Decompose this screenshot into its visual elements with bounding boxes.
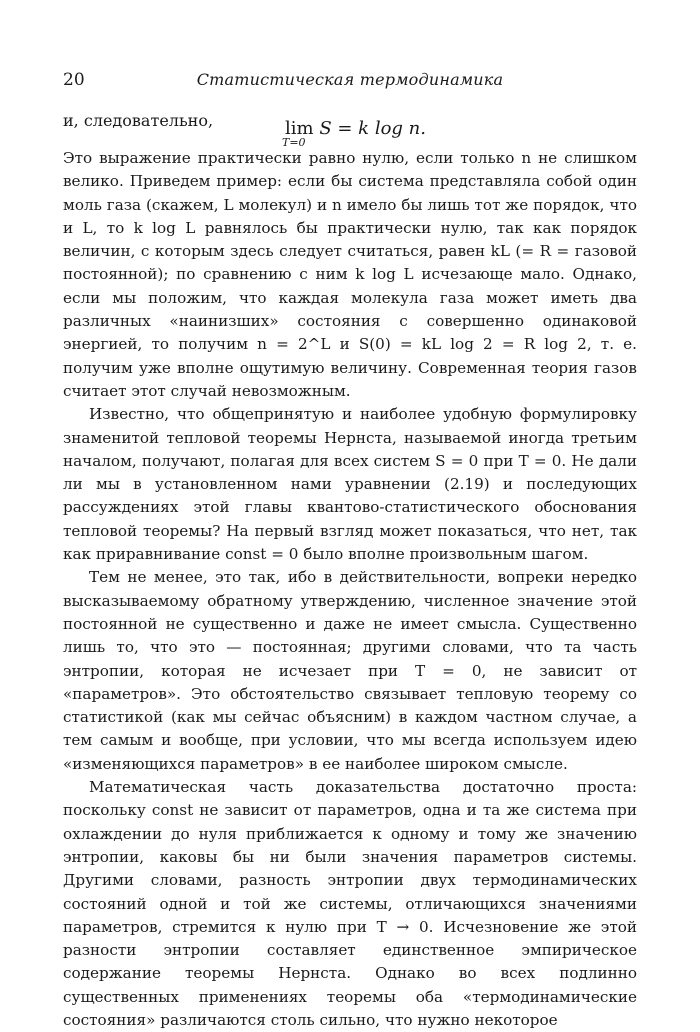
paragraph: Это выражение практически равно нулю, если только n не слишком велико. Приведем пример: если бы система представляла собой один моль газа (скажем, L молекул) и n имело бы лишь тот же порядок, что и L, то k log L равнялось бы практически нулю, так как порядок величин, с которым здесь следует считаться, равен kL (= R = газовой постоянной); по сравнению с ним k log L исчезающе мало. Однако, если мы положим, что каждая молекула газа может иметь два различных «наинизших» состояния с совершенно одинаковой энергией, то получим n = 2^L и S(0) = kL log 2 = R log 2, т. е. получим уже вполне ощутимую величину. Современная теория газов считает этот случай невозможным. xyxy=(63,149,637,400)
body-text xyxy=(63,147,637,1032)
equation-lead-text: и, следовательно, xyxy=(63,111,214,130)
lim-subscript: T=0 xyxy=(282,136,306,149)
paragraph: Тем не менее, это так, ибо в действительности, вопреки нередко высказываемому обратному утверждению, численное значение этой постоянной не существенно и даже не имеет смысла. Существенно лишь то, что это — постоянная; другими словами, что та часть энтропии, которая не исчезает при T = 0, не зависит от «параметров». Это обстоятельство связывает тепловую теорему со статистикой (как мы сейчас объясним) в каждом частном случае, а тем самым и вообще, при условии, что мы всегда используем идею «изменяющихся параметров» в ее наиболее широком смысле. xyxy=(63,568,637,773)
equation-body: S = k log n. xyxy=(319,118,426,139)
paragraph: Математическая часть доказательства достаточно проста: поскольку const не зависит от параметров, одна и та же система при охлаждении до нуля приближается к одному и тому же значению энтропии, каковы бы ни были значения параметров системы. Другими словами, разность энтропии двух термодинамических состояний одной и той же системы, отличающихся значениями параметров, стремится к нулю при T → 0. Исчезновение же этой разности энтропии составляет единственное эмпирическое содержание теоремы Нернста. Однако во всех подлинно существенных применениях теоремы оба «термодинамические состояния» различаются столь сильно, что нужно некоторое xyxy=(63,778,637,1029)
lim-operator xyxy=(282,118,314,149)
page-number: 20 xyxy=(63,70,85,90)
running-title: Статистическая термодинамика xyxy=(196,70,504,89)
paragraph: Известно, что общепринятую и наиболее удобную формулировку знаменитой тепловой теоремы Нернста, называемой иногда третьим началом, получают, полагая для всех систем S = 0 при T = 0. Не дали ли мы в установленном нами уравнении (2.19) и последующих рассуждениях этой главы квантово-статистического обоснования тепловой теоремы? На первый взгляд может показаться, что нет, так как приравнивание const = 0 было вполне произвольным шагом. xyxy=(63,405,637,564)
lim-word: lim xyxy=(285,118,314,139)
limit-equation xyxy=(282,118,426,149)
